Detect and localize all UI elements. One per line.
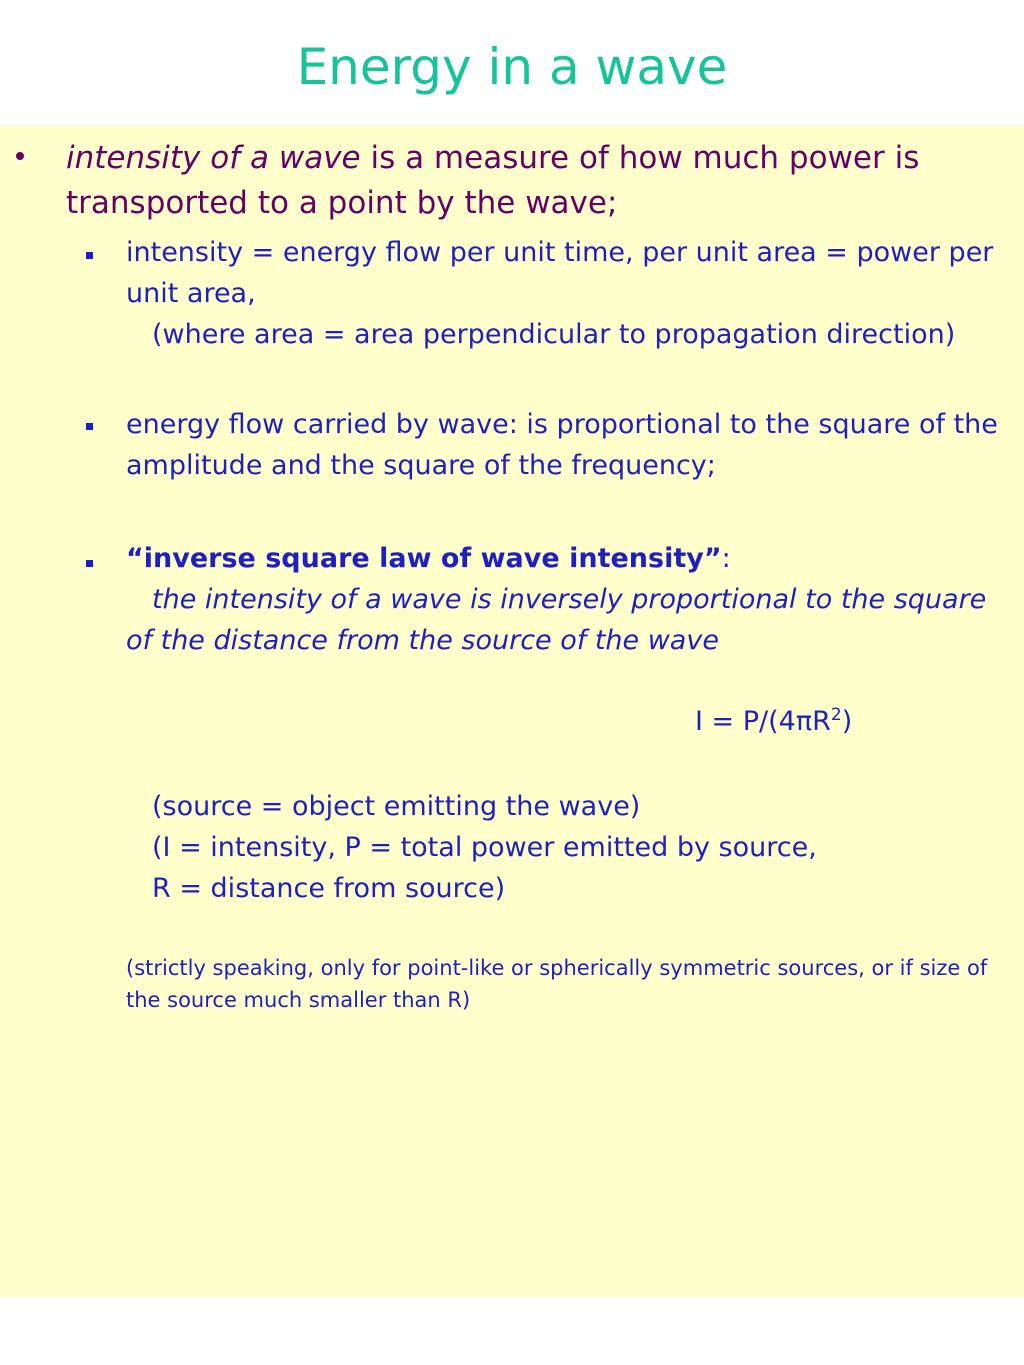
square-bullet-icon: [86, 252, 93, 259]
area-note-text: (where area = area perpendicular to propagation direction): [152, 319, 956, 350]
pi-symbol: π: [795, 706, 813, 737]
square-bullet-icon: [86, 423, 93, 430]
square-bullet-icon: [86, 560, 93, 567]
bullet-dot-icon: [16, 152, 24, 160]
formula-r: R: [812, 706, 831, 737]
formula-part: I = P/(4: [695, 706, 796, 737]
intensity-term: intensity of a wave: [66, 140, 361, 176]
page-title: Energy in a wave: [296, 38, 728, 96]
sub-bullet-energy-flow: energy flow carried by wave: is proportional to the square of the amplitude and the square of the frequency;: [126, 409, 998, 481]
area-note: [126, 314, 1006, 355]
inverse-square-statement: the intensity of a wave is inversely proportional to the square of the distance from the source of the wave: [126, 584, 987, 656]
main-bullet-rest: is a measure of how much power is transported to a point by the wave;: [66, 140, 920, 221]
formula-exponent: 2: [830, 705, 842, 725]
formula-close: ): [841, 706, 853, 737]
definition-r: R = distance from source): [152, 873, 506, 904]
inverse-square-formula: [695, 705, 852, 737]
sub-bullet-inverse-square: [126, 538, 1006, 661]
formula-definitions: [152, 786, 1012, 909]
inverse-square-heading: “inverse square law of wave intensity”: [126, 543, 722, 574]
heading-colon: :: [721, 543, 731, 574]
sub-bullet-intensity: [126, 232, 1006, 355]
definition-source: (source = object emitting the wave): [152, 791, 641, 822]
definition-i-p: (I = intensity, P = total power emitted by source,: [152, 832, 817, 863]
main-bullet-text: [66, 136, 1006, 226]
footnote: (strictly speaking, only for point-like or spherically symmetric sources, or if size of the source much smaller than R): [126, 956, 988, 1012]
intensity-definition: intensity = energy flow per unit time, per unit area = power per unit area,: [126, 237, 994, 309]
